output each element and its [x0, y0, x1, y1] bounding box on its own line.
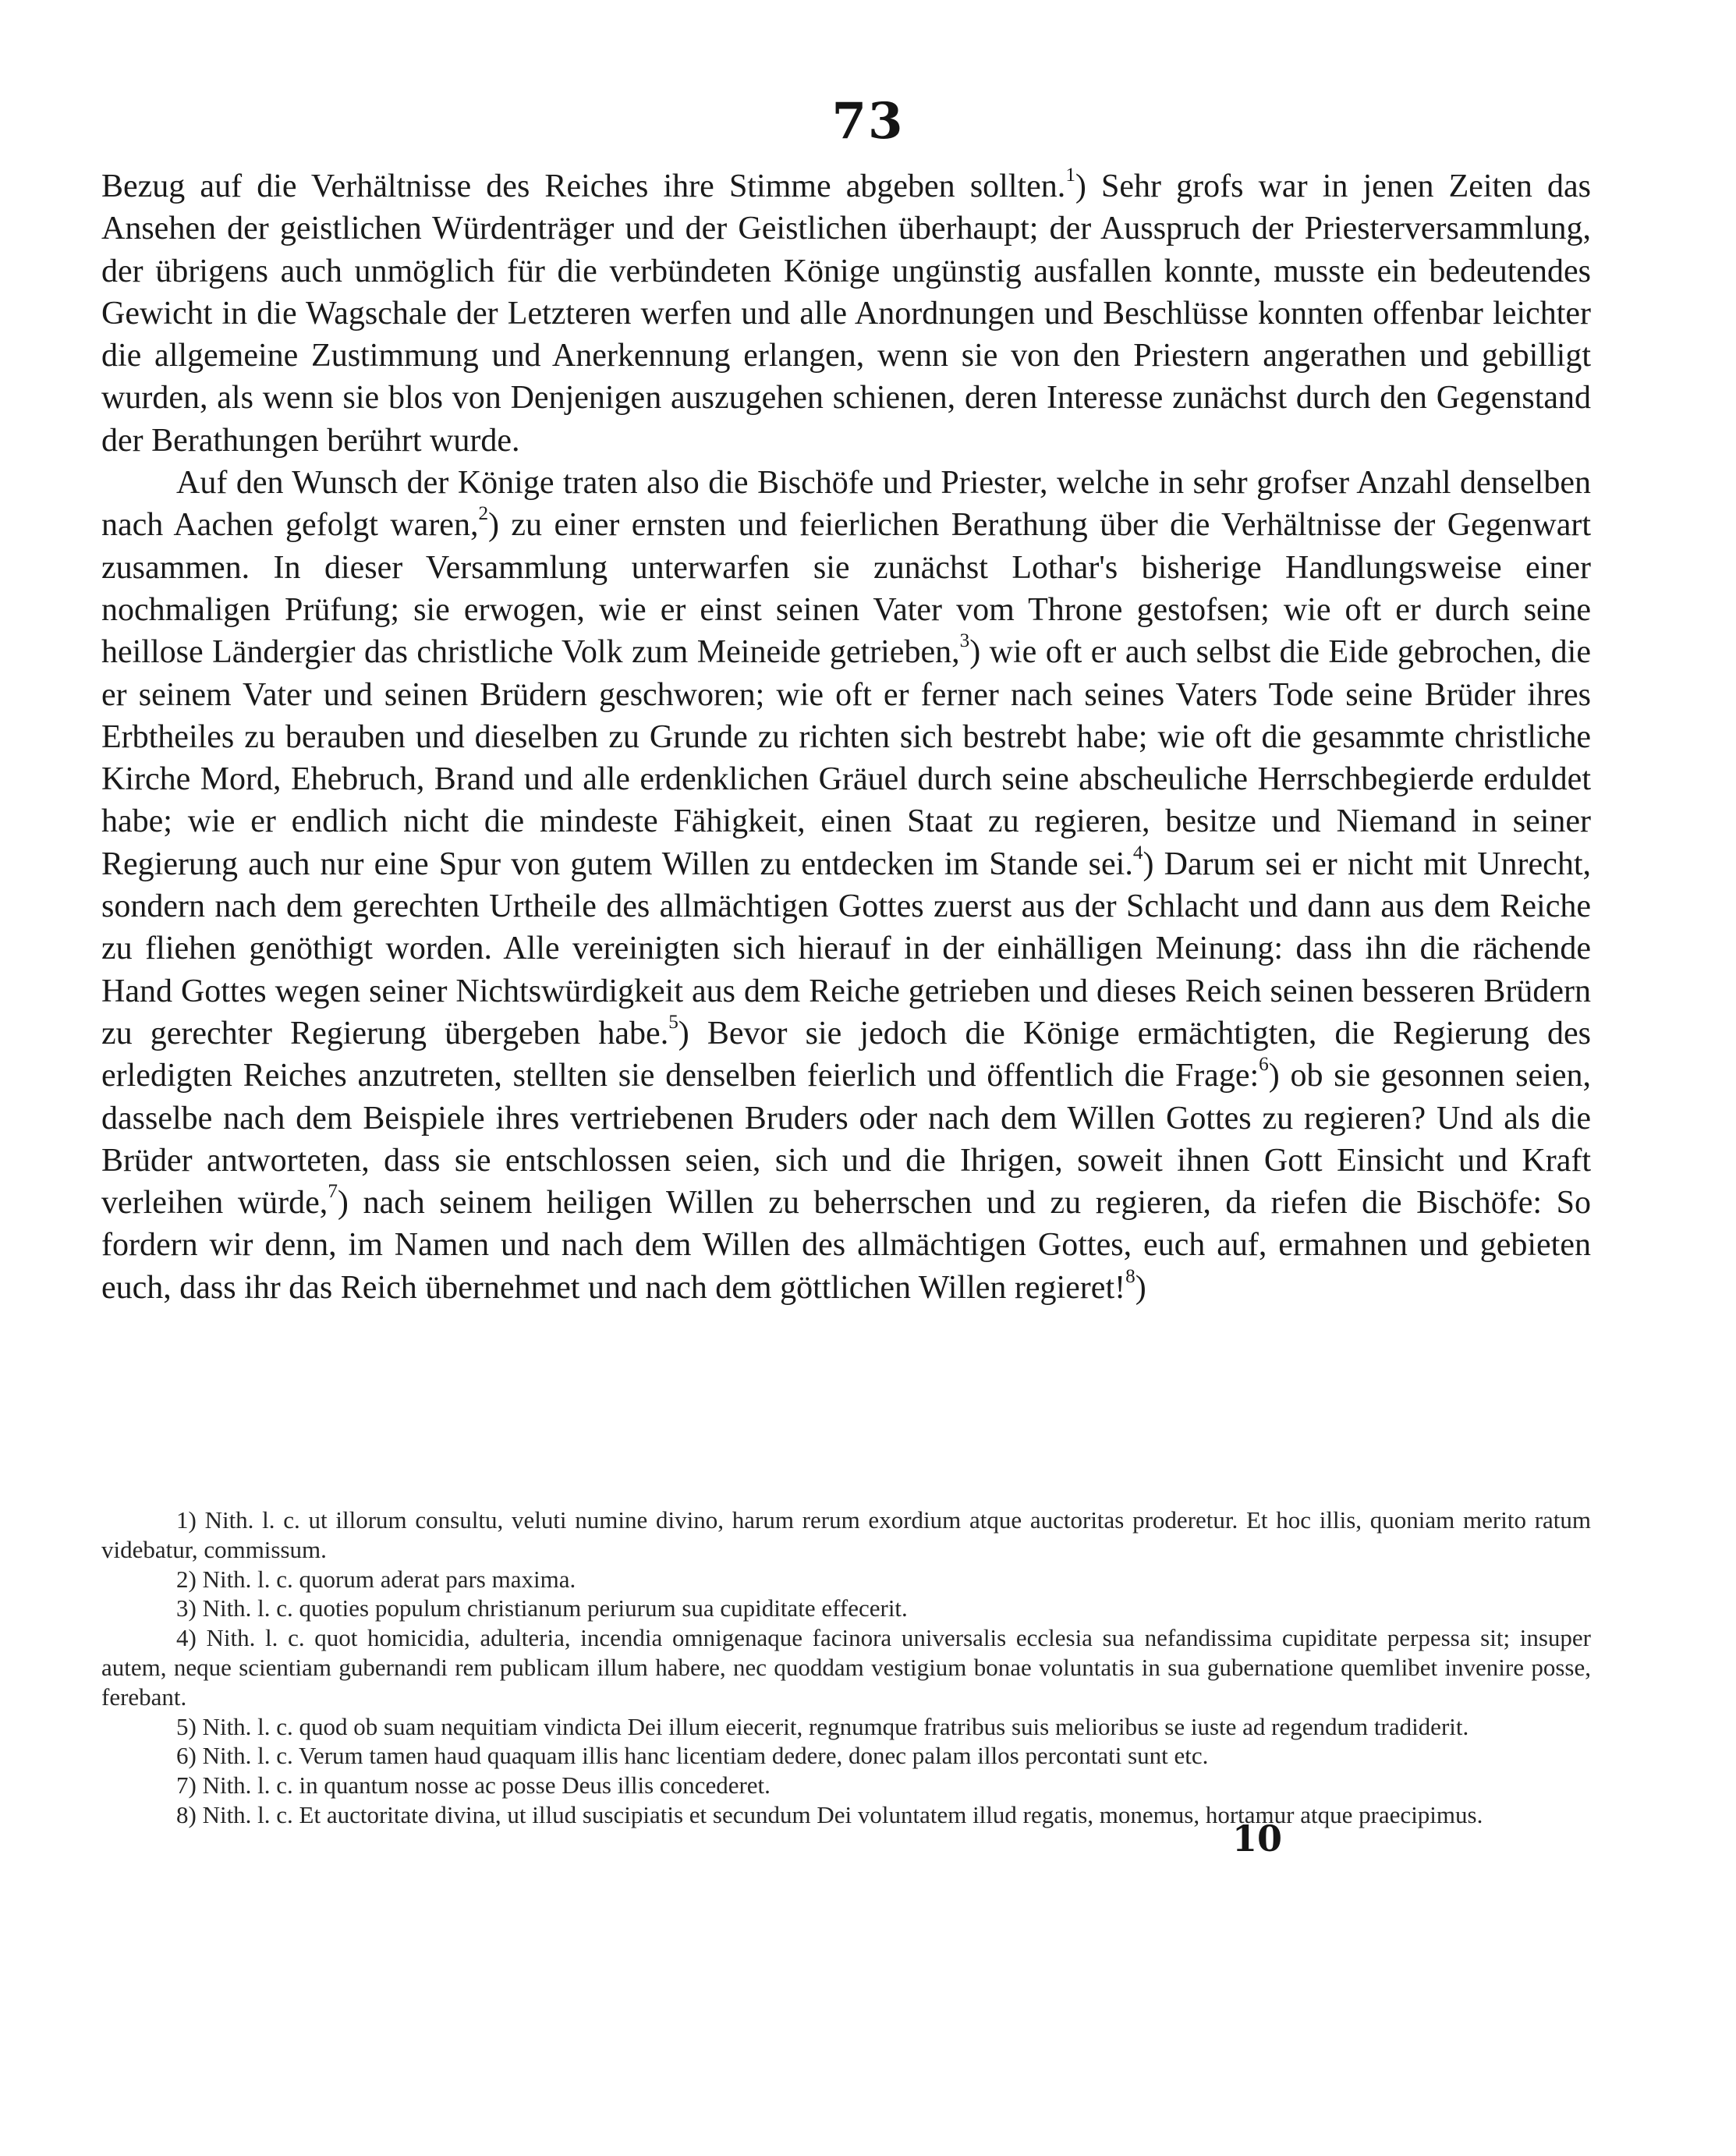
footnote-ref-4: 4: [1132, 842, 1143, 863]
paragraph-2: [101, 462, 1591, 1309]
footnote-3: 3) Nith. l. c. quoties populum christianum periurum sua cupiditate effecerit.: [176, 1594, 908, 1622]
footnote-ref-7: 7: [328, 1181, 338, 1203]
main-text: [101, 165, 1591, 1309]
footnote-ref-2: 2: [478, 503, 489, 525]
footnote-1: 1) Nith. l. c. ut illorum consultu, veluti numine divino, harum rerum exordium atque auctoritas proderetur. Et hoc illis, quoniam merito ratum videbatur, commissum.: [101, 1506, 1591, 1563]
paragraph-2-text-d: ) Darum sei er nicht mit Unrecht, sondern nach dem gerechten Urtheile des allmächtigen Gottes zuerst aus der Schlacht und dann aus dem Reiche zu fliehen genöthigt worden. Alle vereinigten sich hierauf in der einhälligen Meinung: dass ihn die rächende Hand Gottes wegen seiner Nichtswürdigkeit aus dem Reiche getrieben und dieses Reich seinen besseren Brüdern zu gerechter Regierung übergeben habe.: [101, 846, 1591, 1051]
paragraph-1-text-a: Bezug auf die Verhältnisse des Reiches ihre Stimme abgeben sollten.: [101, 168, 1066, 204]
page-number: 73: [831, 92, 905, 151]
footnote-ref-6: 6: [1259, 1054, 1269, 1076]
footnote-6: 6) Nith. l. c. Verum tamen haud quaquam illis hanc licentiam dedere, donec palam illos percontati sunt etc.: [176, 1742, 1209, 1770]
signature-mark: 10: [1232, 1817, 1283, 1860]
paragraph-2-text-g: ) nach seinem heiligen Willen zu beherrschen und zu regieren, da riefen die Bischöfe: So fordern wir denn, im Namen und nach dem Willen des allmächtigen Gottes, euch auf, ermahnen und gebieten euch, dass ihr das Reich übernehmet und nach dem göttlichen Willen regieret!: [101, 1185, 1591, 1306]
footnote-2: 2) Nith. l. c. quorum aderat pars maxima.: [176, 1565, 576, 1593]
paragraph-2-text-f: ) ob sie gesonnen seien, dasselbe nach dem Beispiele ihres vertriebenen Bruders oder nach dem Willen Gottes zu regieren? Und als die Brüder antworteten, dass sie entschlossen seien, sich und die Ihrigen, soweit ihnen Gott Einsicht und Kraft verleihen würde,: [101, 1058, 1591, 1222]
paragraph-2-text-a: Auf den Wunsch der Könige traten also die Bischöfe und Priester, welche in sehr grofser Anzahl denselben nach Aachen gefolgt waren,: [101, 465, 1591, 544]
paragraph-2-text-b: ) zu einer ernsten und feierlichen Berathung über die Verhältnisse der Gegenwart zusammen. In dieser Versammlung unterwarfen sie zunächst Lothar's bisherige Handlungsweise einer nochmaligen Prüfung; sie erwogen, wie er einst seinen Vater vom Throne gestofsen; wie oft er durch seine heillose Ländergier das christliche Volk zum Meineide getrieben,: [101, 507, 1591, 671]
footnote-ref-5: 5: [668, 1011, 678, 1033]
paragraph-1-text-b: ) Sehr grofs war in jenen Zeiten das Ansehen der geistlichen Würdenträger und der Geistlichen überhaupt; der Ausspruch der Priesterversammlung, der übrigens auch unmöglich für die verbündeten Könige ungünstig ausfallen konnte, musste ein bedeutendes Gewicht in die Wagschale der Letzteren werfen und alle Anordnungen und Beschlüsse konnten offenbar leichter die allgemeine Zustimmung und Anerkennung erlangen, wenn sie von den Priestern angerathen und gebilligt wurden, als wenn sie blos von Denjenigen auszugehen schienen, deren Interesse zunächst durch den Gegenstand der Berathungen berührt wurde.: [101, 168, 1591, 459]
footnotes: [101, 1505, 1591, 1830]
footnote-7: 7) Nith. l. c. in quantum nosse ac posse Deus illis concederet.: [176, 1771, 771, 1800]
footnote-ref-1: 1: [1065, 165, 1075, 186]
footnote-8: 8) Nith. l. c. Et auctoritate divina, ut illud suscipiatis et secundum Dei voluntatem illud regatis, monemus, hortamur atque praecipimus.: [176, 1800, 1483, 1828]
footnote-ref-3: 3: [959, 630, 970, 652]
paragraph-2-text-h: ): [1135, 1269, 1146, 1306]
paragraph-2-text-e: ) Bevor sie jedoch die Könige ermächtigten, die Regierung des erledigten Reiches anzutreten, stellten sie denselben feierlich und öffentlich die Frage:: [101, 1015, 1591, 1094]
paragraph-2-text-c: ) wie oft er auch selbst die Eide gebrochen, die er seinem Vater und seinen Brüdern geschworen; wie oft er ferner nach seines Vaters Tode seine Brüder ihres Erbtheiles zu berauben und dieselben zu Grunde zu richten sich bestrebt habe; wie oft die gesammte christliche Kirche Mord, Ehebruch, Brand und alle erdenklichen Gräuel durch seine abscheuliche Herrschbegierde erduldet habe; wie er endlich nicht die mindeste Fähigkeit, einen Staat zu regieren, besitze und Niemand in seiner Regierung auch nur eine Spur von gutem Willen zu entdecken im Stande sei.: [101, 634, 1591, 882]
footnote-ref-8: 8: [1125, 1265, 1135, 1287]
footnote-4: 4) Nith. l. c. quot homicidia, adulteria, incendia omnigenaque facinora universalis ecclesia sua nefandissima cupiditate perpessa sit; insuper autem, neque scientiam gubernandi rem publicam illum habere, nec quoddam vestigium bonae voluntatis in sua gubernatione quemlibet invenire posse, ferebant.: [101, 1624, 1591, 1711]
footnote-5: 5) Nith. l. c. quod ob suam nequitiam vindicta Dei illum eiecerit, regnumque fratribus suis melioribus se iuste ad regendum tradiderit.: [176, 1712, 1469, 1740]
paragraph-1: [101, 165, 1591, 462]
